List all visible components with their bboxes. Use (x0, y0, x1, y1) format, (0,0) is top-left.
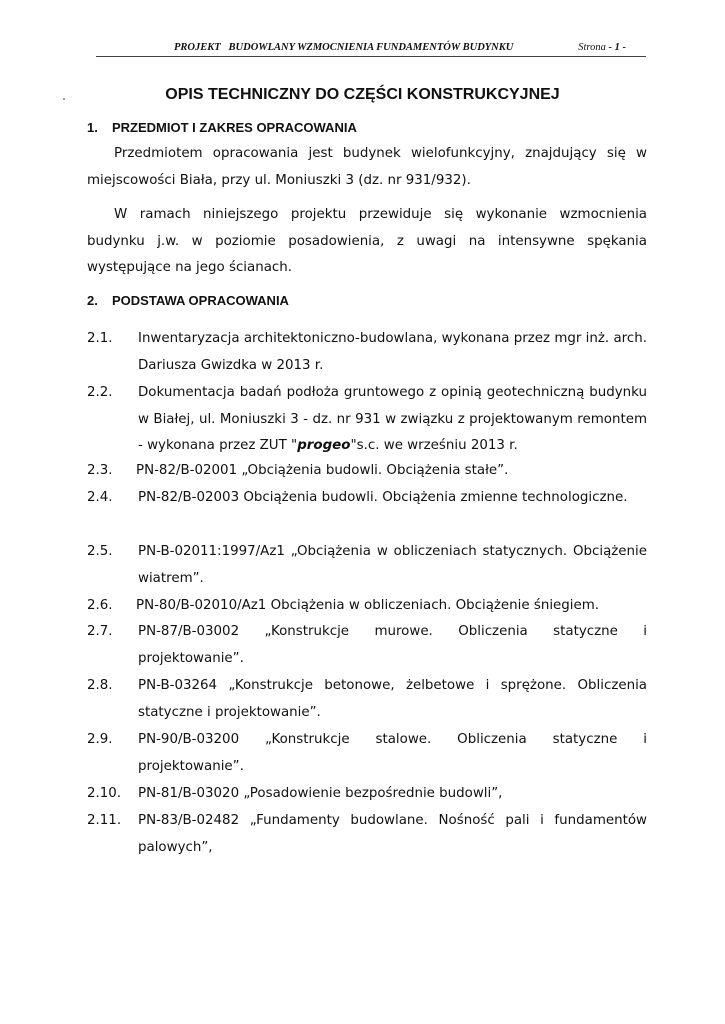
item-text: PN-87/B-03002 „Konstrukcje murowe. Obliczenia statyczne i projektowanie”. (138, 624, 647, 666)
item-number: 2.2. (87, 385, 113, 400)
item-text: PN-82/B-02001 „Obciążenia budowli. Obciążenia stałe”. (136, 463, 509, 478)
item-text: PN-80/B-02010/Az1 Obciążenia w obliczeniach. Obciążenie śniegiem. (136, 598, 600, 613)
item-number: 2.8. (87, 678, 113, 693)
paragraph-scope: W ramach niniejszego projektu przewiduje się wykonanie wzmocnienia budynku j.w. w poziomie posadowienia, z uwagi na intensywne spękania występujące na jego ścianach. (87, 207, 647, 275)
item-number: 2.11. (87, 813, 122, 828)
section-number: 2. (87, 293, 98, 308)
item-text: Inwentaryzacja architektoniczno-budowlana, wykonana przez mgr inż. arch. Dariusza Gwizdka w 2013 r. (138, 331, 647, 373)
item-number: 2.5. (87, 544, 113, 559)
section-heading-2 (87, 293, 289, 308)
list-item (87, 673, 647, 726)
item-text: PN-90/B-03200 „Konstrukcje stalowe. Obliczenia statyczne i projektowanie”. (138, 732, 647, 774)
item-number: 2.6. (87, 598, 113, 613)
section-title: PODSTAWA OPRACOWANIA (112, 293, 289, 308)
item-number: 2.1. (87, 331, 113, 346)
list-item (87, 808, 647, 861)
item-text: PN-81/B-03020 „Posadowienie bezpośrednie budowli”, (138, 786, 503, 801)
list-item (87, 593, 647, 620)
page-header (96, 39, 646, 57)
section-title: PRZEDMIOT I ZAKRES OPRACOWANIA (112, 120, 357, 135)
list-item (87, 485, 647, 512)
item-text-before: Dokumentacja badań podłoża gruntowego z opinią geotechniczną budynku w Białej, ul. Moniuszki 3 - dz. nr 931 w związku z projektowanym remontem - wykonana przez ZUT " (138, 385, 647, 453)
item-text: PN-83/B-02482 „Fundamenty budowlane. Nośność pali i fundamentów palowych”, (138, 813, 647, 855)
document-title: OPIS TECHNICZNY DO CZĘŚCI KONSTRUKCYJNEJ (165, 86, 560, 103)
item-number: 2.4. (87, 490, 113, 505)
list-item (87, 326, 647, 379)
item-number: 2.9. (87, 732, 113, 747)
item-number: 2.3. (87, 463, 113, 478)
list-item (87, 727, 647, 780)
header-page-number: - 1 - (608, 42, 626, 53)
header-project-title: PROJEKT BUDOWLANY WZMOCNIENIA FUNDAMENTÓW BUDYNKU (174, 42, 514, 53)
item-text (138, 380, 647, 460)
item-text: PN-82/B-02003 Obciążenia budowli. Obciążenia zmienne technologiczne. (138, 490, 628, 505)
list-item (87, 539, 647, 592)
list-item (87, 458, 647, 485)
item-text: PN-B-03264 „Konstrukcje betonowe, żelbetowe i sprężone. Obliczenia statyczne i projektowanie”. (138, 678, 647, 720)
item-number: 2.7. (87, 624, 113, 639)
header-page-indicator (578, 42, 626, 53)
paragraph-subject: Przedmiotem opracowania jest budynek wielofunkcyjny, znajdujący się w miejscowości Biała, przy ul. Moniuszki 3 (dz. nr 931/932). (87, 146, 647, 188)
section-number: 1. (87, 120, 98, 135)
list-item (87, 781, 647, 808)
item-text: PN-B-02011:1997/Az1 „Obciążenia w obliczeniach statycznych. Obciążenie wiatrem”. (138, 544, 647, 586)
company-name-emphasis: progeo (297, 438, 351, 453)
section-heading-1 (87, 120, 357, 135)
list-item (87, 619, 647, 672)
item-text-after: "s.c. we wrześniu 2013 r. (350, 438, 518, 453)
item-number: 2.10. (87, 786, 122, 801)
header-page-label: Strona (578, 42, 606, 53)
list-item (87, 380, 647, 460)
